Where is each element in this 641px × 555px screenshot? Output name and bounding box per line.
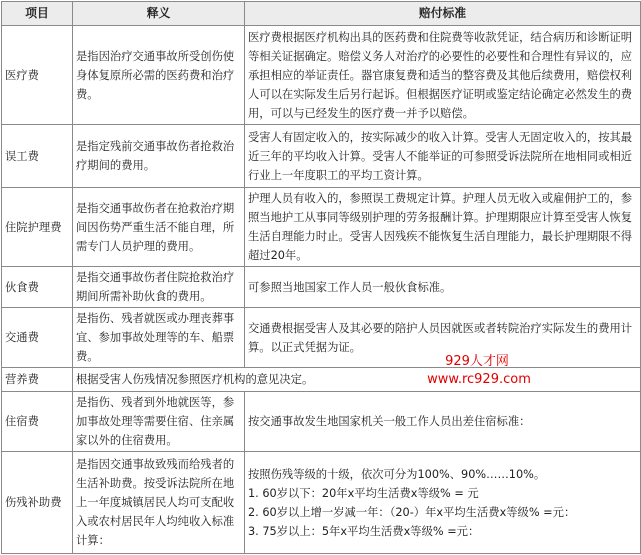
row-standard: 护理人员有收入的，参照误工费规定计算。护理人员无收入或雇佣护工的，参照当地护工从事同等级别护理的劳务报酬计算。护理期限应计算至受害人恢复生活自理能力时止。受害人因残疾不能恢复生活自理能力，最长护理期限不得超过20年。: [245, 188, 641, 267]
table-row: [2, 188, 641, 267]
row-standard: 按交通事故发生地国家机关一般工作人员出差住宿标准：: [245, 392, 641, 452]
row-standard: 交通费根据受害人及其必要的陪护人员因就医或者转院治疗实际发生的费用计算。以正式凭据为证。: [245, 308, 641, 368]
row-standard: 医疗费根据医疗机构出具的医药费和住院费等收款凭证，结合病历和诊断证明等相关证据确定。赔偿义务人对治疗的必要性的必要性和合理性有异议的，应承担相应的举证责任。器官康复费和适当的整容费及其他后续费用，赔偿权利人可以在实际发生后另行起诉。但根据医疗证明或鉴定结论确定必然发生的费用，可以与已经发生的医疗费一并予以赔偿。: [245, 26, 641, 125]
row-standard: 可参照当地国家工作人员一般伙食标准。: [245, 267, 641, 308]
row-definition: 是指因交通事故致残而给残者的生活补助费。按受诉法院所在地上一年度城镇居民人均可支配收入或农村居民年人均纯收入标准计算：: [73, 452, 245, 554]
header-standard: 赔付标准: [245, 2, 641, 26]
table-row: [2, 392, 641, 452]
header-row: [2, 2, 641, 26]
standard-line: 3. 75岁以上：5年x平均生活费x等级% =元：: [248, 524, 480, 538]
row-standard: 受害人有固定收入的，按实际减少的收入计算。受害人无固定收入的，按其最近三年的平均收入计算。受害人不能举证的可参照受诉法院所在地相同或相近行业上一年度职工的平均工资计算。: [245, 125, 641, 188]
header-definition: 释义: [73, 2, 245, 26]
table-row: [2, 26, 641, 125]
row-item: 伤残补助费: [2, 452, 73, 554]
row-item: 医疗费: [2, 26, 73, 125]
standard-line: 2. 60岁以上增一岁减一年：（20-）年x平均生活费x等级% =元：: [248, 505, 576, 519]
row-standard: [245, 452, 641, 554]
row-definition: 根据受害人伤残情况参照医疗机构的意见决定。: [73, 368, 641, 392]
row-item: 交通费: [2, 308, 73, 368]
row-definition: 是指交通事故伤者在抢救治疗期间因伤势严重生活不能自理，所需专门人员护理的费用。: [73, 188, 245, 267]
standard-line: 1. 60岁以下：20年x平均生活费x等级% = 元: [248, 486, 479, 500]
compensation-table: [1, 1, 641, 554]
row-definition: 是指定残前交通事故伤者抢救治疗期间的费用。: [73, 125, 245, 188]
row-definition: 是指因治疗交通事故所受创伤使身体复原所必需的医药费和治疗费。: [73, 26, 245, 125]
watermark-site-name: 929人才网: [445, 354, 509, 369]
table-row: [2, 267, 641, 308]
table-row: [2, 368, 641, 392]
row-item: 伙食费: [2, 267, 73, 308]
table-row: [2, 125, 641, 188]
row-definition: 是指交通事故伤者住院抢救治疗期间所需补助伙食的费用。: [73, 267, 245, 308]
header-item: 项目: [2, 2, 73, 26]
row-item: 住宿费: [2, 392, 73, 452]
row-definition: 是指伤、残者到外地就医等，参加事故处理等需要住宿、住亲属家以外的住宿费用。: [73, 392, 245, 452]
table-row: [2, 308, 641, 368]
watermark-site-url: www.rc929.com: [427, 372, 531, 387]
row-definition: 是指伤、残者就医或办理丧葬事宜、参加事故处理等的车、船票费。: [73, 308, 245, 368]
table-row: [2, 452, 641, 554]
row-item: 住院护理费: [2, 188, 73, 267]
standard-line: 按照伤残等级的十级，依次可分为100%、90%……10%。: [248, 467, 546, 481]
row-item: 误工费: [2, 125, 73, 188]
row-item: 营养费: [2, 368, 73, 392]
